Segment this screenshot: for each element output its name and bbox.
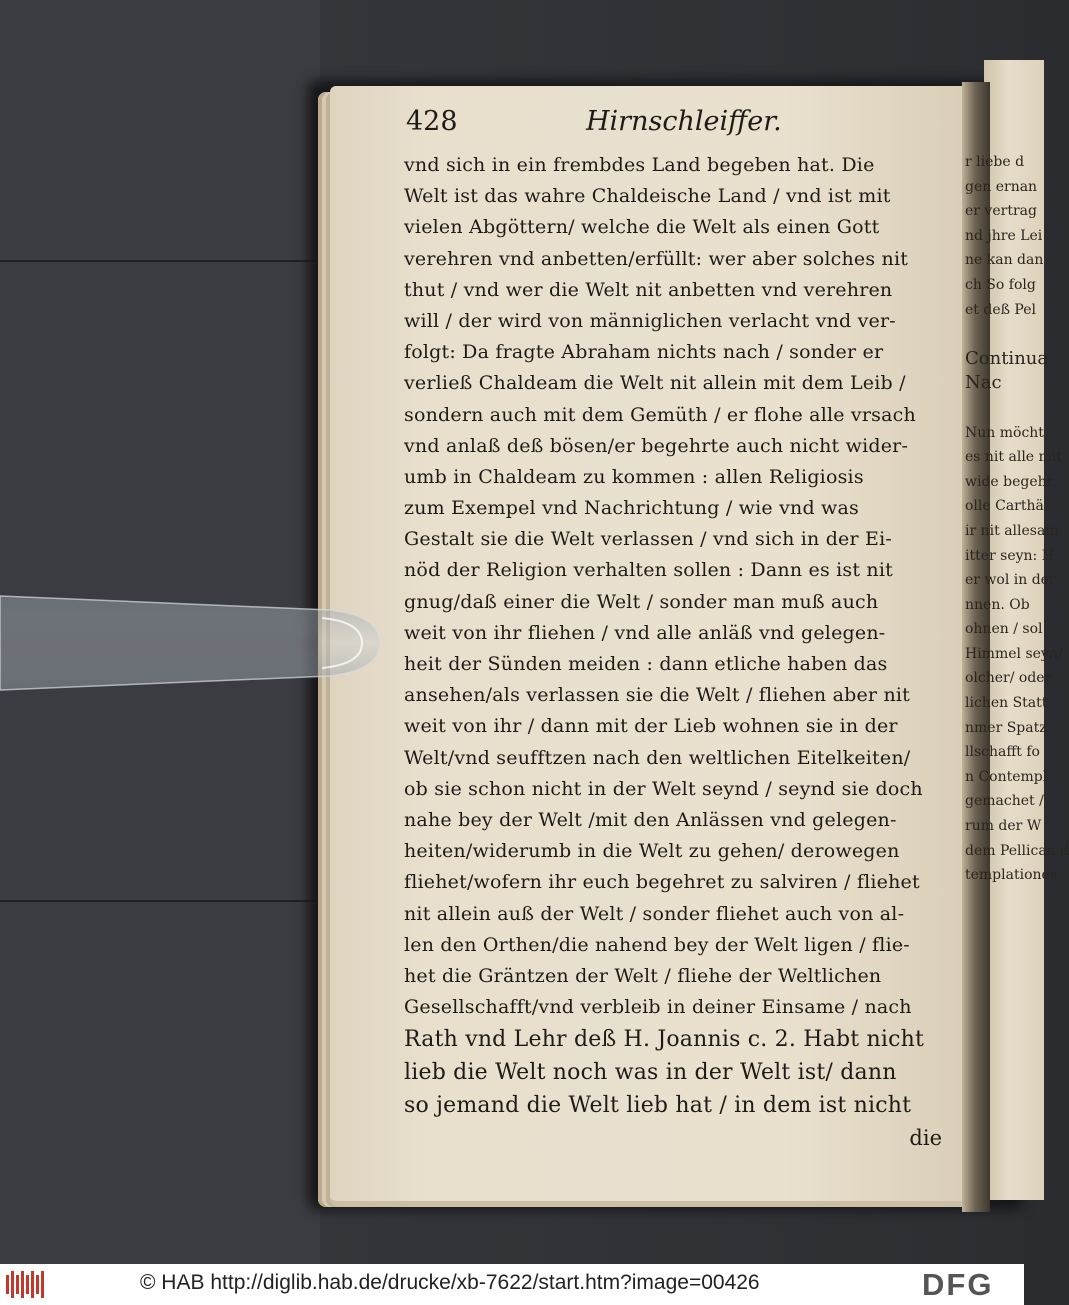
text-line: vnd anlaß deß bösen/er begehrte auch nicht wider-: [404, 434, 909, 457]
facing-page-line: et deß Pel: [965, 301, 1036, 318]
facing-page-line: templationes: [965, 867, 1057, 884]
source-url[interactable]: http://diglib.hab.de/drucke/xb-7622/start.htm?image=00426: [210, 1271, 760, 1294]
text-line: thut / vnd wer die Welt nit anbetten vnd verehren: [404, 278, 893, 301]
facing-page-line: nd jhre Lei: [965, 227, 1043, 244]
facing-page-line: gemachet /: [965, 793, 1044, 810]
text-line: nit allein auß der Welt / sonder fliehet auch von al-: [404, 902, 905, 925]
text-line: lieb die Welt noch was in der Welt ist/ dann: [404, 1060, 897, 1086]
facing-page-line: lichen Statt: [965, 695, 1048, 712]
facing-page-line: wide begehr: [965, 473, 1054, 490]
text-line: len den Orthen/die nahend bey der Welt ligen / flie-: [404, 933, 910, 956]
facing-page-line: gen ernan: [965, 178, 1038, 195]
facing-page-line: olle Carthä: [965, 498, 1044, 515]
text-line: vielen Abgöttern/ welche die Welt als einen Gott: [404, 216, 880, 239]
text-line: verehren vnd anbetten/erfüllt: wer aber solches nit: [404, 247, 909, 270]
facing-page-line: nnen. Ob: [965, 596, 1030, 613]
text-line: so jemand die Welt lieb hat / in dem ist nicht: [404, 1093, 912, 1119]
facing-page-line: olcher/ oder: [965, 670, 1052, 687]
facing-page-line: [965, 322, 1025, 347]
text-line: Gesellschafft/vnd verbleib in deiner Einsame / nach: [404, 996, 912, 1019]
text-line: het die Gräntzen der Welt / fliehe der Weltlichen: [404, 964, 882, 987]
page-body: [404, 150, 956, 1122]
facing-page-line: Nac: [965, 372, 1002, 394]
text-line: zum Exempel vnd Nachrichtung / wie vnd was: [404, 497, 860, 520]
facing-page-line: Continua: [965, 347, 1049, 369]
footer-bar: [0, 1264, 1024, 1305]
page-number: 428: [406, 106, 458, 137]
facing-page-text: [965, 150, 1069, 888]
facing-page-line: ne kan dan: [965, 252, 1044, 269]
facing-page-line: ch So folg: [965, 276, 1036, 293]
text-line: folgt: Da fragte Abraham nichts nach / sonder er: [404, 341, 884, 364]
facing-page-line: ohnen / sol: [965, 621, 1043, 638]
facing-page-line: llschafft fo: [965, 744, 1040, 761]
facing-page-line: [965, 396, 1025, 421]
text-line: weit von ihr fliehen / vnd alle anläß vnd gelegen-: [404, 621, 886, 644]
text-line: Gestalt sie die Welt verlassen / vnd sich in der Ei-: [404, 528, 892, 551]
text-line: sondern auch mit dem Gemüth / er flohe alle vrsach: [404, 403, 916, 426]
facing-page-line: itter seyn: H: [965, 547, 1054, 564]
text-line: will / der wird von männiglichen verlacht vnd ver-: [404, 309, 896, 332]
running-head-title: Hirnschleiffer.: [586, 106, 782, 137]
text-line: nahe bey der Welt /mit den Anlässen vnd gelegen-: [404, 808, 897, 831]
copyright-notice: © HAB: [140, 1271, 205, 1294]
page-text-block: [404, 106, 956, 1155]
text-line: weit von ihr / dann mit der Lieb wohnen sie in der: [404, 715, 898, 738]
text-line: Welt ist das wahre Chaldeische Land / vnd ist mit: [404, 185, 891, 208]
text-line: Welt/vnd seufftzen nach den weltlichen Eitelkeiten/: [404, 746, 911, 769]
text-line: heiten/widerumb in die Welt zu gehen/ derowegen: [404, 840, 900, 863]
footer-credit: [140, 1271, 760, 1295]
dfg-logo: DFG: [922, 1267, 994, 1302]
hab-bars-logo-icon: [6, 1271, 46, 1298]
text-line: vnd sich in ein frembdes Land begeben hat. Die: [404, 154, 875, 176]
facing-page-line: n Contempl: [965, 768, 1048, 785]
facing-page-line: rum der W: [965, 818, 1042, 835]
text-line: gnug/daß einer die Welt / sonder man muß auch: [404, 590, 879, 613]
text-line: fliehet/wofern ihr euch begehret zu salviren / fliehet: [404, 871, 920, 894]
text-line: verließ Chaldeam die Welt nit allein mit dem Leib /: [404, 372, 906, 395]
facing-page-line: Nun möcht: [965, 424, 1044, 441]
text-line: heit der Sünden meiden : dann etliche haben das: [404, 653, 888, 675]
text-line: ob sie schon nicht in der Welt seynd / seynd sie doch: [404, 777, 923, 800]
text-line: Rath vnd Lehr deß H. Joannis c. 2. Habt nicht: [404, 1027, 925, 1053]
facing-page-line: r liebe d: [965, 154, 1025, 170]
facing-page-line: dem Pellican d: [965, 842, 1069, 859]
facing-page-line: ir nit allesam: [965, 522, 1059, 539]
facing-page-line: Himmel seyn/: [965, 645, 1063, 662]
glass-page-holder: [0, 588, 385, 698]
facing-page-line: nmer Spatz: [965, 719, 1047, 736]
facing-page-line: er vertrag: [965, 203, 1037, 220]
running-head: [404, 106, 956, 150]
catchword: die: [909, 1126, 942, 1151]
text-line: nöd der Religion verhalten sollen : Dann es ist nit: [404, 559, 893, 582]
text-line: umb in Chaldeam zu kommen : allen Religiosis: [404, 465, 864, 488]
text-line: ansehen/als verlassen sie die Welt / fliehen aber nit: [404, 684, 911, 707]
facing-page-line: es nit alle mit: [965, 449, 1062, 466]
mat-divider: [0, 900, 330, 902]
mat-divider: [0, 260, 330, 262]
facing-page-line: er wol in der: [965, 572, 1056, 589]
